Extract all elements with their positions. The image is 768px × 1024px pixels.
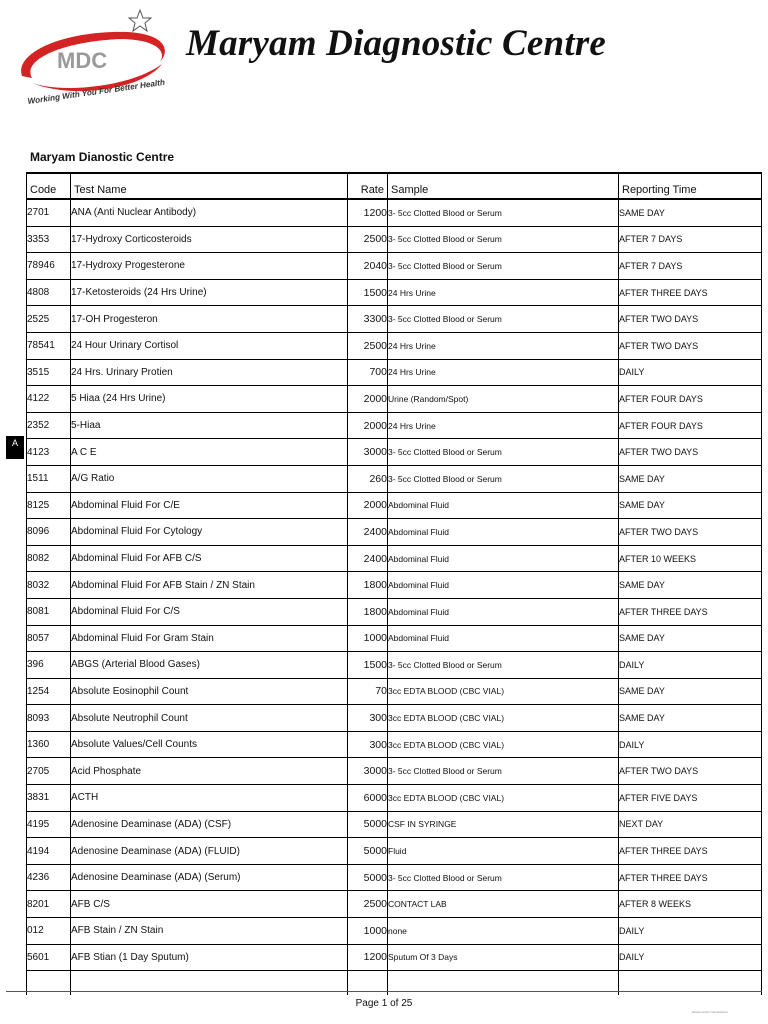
cell-rate: 2500: [348, 332, 388, 359]
cell-rate: 260: [348, 465, 388, 492]
logo-monogram: MDC: [57, 48, 108, 73]
table-row: [27, 864, 762, 891]
cell-sample: 3- 5cc Clotted Blood or Serum: [388, 199, 619, 226]
cell-rate: 1200: [348, 944, 388, 971]
header-rate: Rate: [348, 173, 388, 199]
cell-sample: 3- 5cc Clotted Blood or Serum: [388, 306, 619, 333]
table-row: [27, 545, 762, 572]
cell-test-name: ANA (Anti Nuclear Antibody): [71, 199, 348, 226]
table-row: [27, 652, 762, 679]
cell-reporting-time: AFTER THREE DAYS: [619, 279, 762, 306]
cell-sample: Sputum Of 3 Days: [388, 944, 619, 971]
mdc-logo: [10, 8, 178, 108]
cell-code: 8096: [27, 519, 71, 546]
cell-sample: 3cc EDTA BLOOD (CBC VIAL): [388, 785, 619, 812]
cell-code: 78946: [27, 253, 71, 280]
cell-code: 5601: [27, 944, 71, 971]
cell-reporting-time: SAME DAY: [619, 572, 762, 599]
cell-rate: 700: [348, 359, 388, 386]
cell-test-name: Abdominal Fluid For AFB Stain / ZN Stain: [71, 572, 348, 599]
cell-reporting-time: SAME DAY: [619, 492, 762, 519]
cell-sample: none: [388, 918, 619, 945]
cell-test-name: Adenosine Deaminase (ADA) (CSF): [71, 811, 348, 838]
cell-test-name: AFB Stian (1 Day Sputum): [71, 944, 348, 971]
cell-sample: 3- 5cc Clotted Blood or Serum: [388, 226, 619, 253]
table-row: [27, 253, 762, 280]
cell-test-name: 17-Hydroxy Progesterone: [71, 253, 348, 280]
cell-test-name: ACTH: [71, 785, 348, 812]
table-row: [27, 705, 762, 732]
cell-code: 4808: [27, 279, 71, 306]
cell-rate: 2400: [348, 519, 388, 546]
table-row: [27, 944, 762, 971]
cell-code: 1360: [27, 731, 71, 758]
cell-sample: Abdominal Fluid: [388, 519, 619, 546]
cell-rate: 3300: [348, 306, 388, 333]
cell-rate: 70: [348, 678, 388, 705]
cell-sample: CSF IN SYRINGE: [388, 811, 619, 838]
table-row: [27, 279, 762, 306]
table-row: [27, 199, 762, 226]
cell-reporting-time: DAILY: [619, 918, 762, 945]
table-row: [27, 465, 762, 492]
cell-test-name: ABGS (Arterial Blood Gases): [71, 652, 348, 679]
cell-code: 8082: [27, 545, 71, 572]
cell-code: 3515: [27, 359, 71, 386]
cell-test-name: Adenosine Deaminase (ADA) (Serum): [71, 864, 348, 891]
cell-code: 2525: [27, 306, 71, 333]
cell-sample: 3- 5cc Clotted Blood or Serum: [388, 758, 619, 785]
cell-code: 2705: [27, 758, 71, 785]
table-row: [27, 519, 762, 546]
cell-reporting-time: SAME DAY: [619, 705, 762, 732]
cell-test-name: 17-OH Progesteron: [71, 306, 348, 333]
cell-sample: 3- 5cc Clotted Blood or Serum: [388, 652, 619, 679]
table-row: [27, 226, 762, 253]
cell-rate: 1500: [348, 279, 388, 306]
table-row: [27, 439, 762, 466]
table-row: [27, 891, 762, 918]
scanner-watermark: Scanned with CamScanner: [691, 1010, 728, 1014]
table-row: [27, 332, 762, 359]
cell-rate: 1000: [348, 918, 388, 945]
cell-sample: 3- 5cc Clotted Blood or Serum: [388, 253, 619, 280]
cell-reporting-time: AFTER 10 WEEKS: [619, 545, 762, 572]
header-reporting-time: Reporting Time: [619, 173, 762, 199]
cell-rate: 1500: [348, 652, 388, 679]
table-row: [27, 359, 762, 386]
document-heading: Maryam Dianostic Centre: [30, 150, 175, 164]
table-header-row: [27, 173, 762, 199]
cell-code: 1511: [27, 465, 71, 492]
cell-rate: 5000: [348, 864, 388, 891]
cell-code: 2701: [27, 199, 71, 226]
cell-sample: Urine (Random/Spot): [388, 386, 619, 413]
cell-code: 2352: [27, 412, 71, 439]
cell-test-name: Abdominal Fluid For C/E: [71, 492, 348, 519]
cell-reporting-time: NEXT DAY: [619, 811, 762, 838]
cell-reporting-time: SAME DAY: [619, 678, 762, 705]
cell-test-name: Absolute Neutrophil Count: [71, 705, 348, 732]
brand-title: Maryam Diagnostic Centre: [186, 23, 607, 64]
cell-code: 3353: [27, 226, 71, 253]
cell-test-name: Adenosine Deaminase (ADA) (FLUID): [71, 838, 348, 865]
cell-reporting-time: DAILY: [619, 731, 762, 758]
cell-test-name: 17-Hydroxy Corticosteroids: [71, 226, 348, 253]
cell-reporting-time: AFTER 7 DAYS: [619, 226, 762, 253]
cell-test-name: Abdominal Fluid For Gram Stain: [71, 625, 348, 652]
cell-test-name: AFB C/S: [71, 891, 348, 918]
cell-sample: 3- 5cc Clotted Blood or Serum: [388, 864, 619, 891]
cell-rate: 5000: [348, 838, 388, 865]
header-sample: Sample: [388, 173, 619, 199]
cell-code: 8032: [27, 572, 71, 599]
cell-reporting-time: AFTER FOUR DAYS: [619, 412, 762, 439]
cell-sample: Fluid: [388, 838, 619, 865]
cell-rate: 2500: [348, 891, 388, 918]
logo-tagline: Working With You For Better Health: [27, 77, 166, 106]
cell-reporting-time: SAME DAY: [619, 199, 762, 226]
cell-code: 8201: [27, 891, 71, 918]
test-price-table: [26, 172, 762, 995]
cell-reporting-time: SAME DAY: [619, 465, 762, 492]
table-body: [27, 199, 762, 995]
table-row: [27, 412, 762, 439]
cell-sample: Abdominal Fluid: [388, 625, 619, 652]
cell-test-name: 24 Hrs. Urinary Protien: [71, 359, 348, 386]
cell-test-name: Abdominal Fluid For C/S: [71, 598, 348, 625]
table-row: [27, 811, 762, 838]
cell-test-name: Abdominal Fluid For AFB C/S: [71, 545, 348, 572]
cell-sample: 24 Hrs Urine: [388, 412, 619, 439]
table-row: [27, 678, 762, 705]
cell-code: 8125: [27, 492, 71, 519]
cell-rate: 300: [348, 705, 388, 732]
cell-reporting-time: DAILY: [619, 652, 762, 679]
table-row: [27, 785, 762, 812]
cell-reporting-time: AFTER 7 DAYS: [619, 253, 762, 280]
cell-reporting-time: AFTER 8 WEEKS: [619, 891, 762, 918]
cell-rate: 5000: [348, 811, 388, 838]
cell-code: 4123: [27, 439, 71, 466]
cell-rate: 1800: [348, 598, 388, 625]
cell-sample: Abdominal Fluid: [388, 598, 619, 625]
cell-sample: Abdominal Fluid: [388, 492, 619, 519]
cell-reporting-time: AFTER THREE DAYS: [619, 864, 762, 891]
cell-reporting-time: DAILY: [619, 944, 762, 971]
cell-code: 78541: [27, 332, 71, 359]
cell-code: 4194: [27, 838, 71, 865]
cell-rate: 1200: [348, 199, 388, 226]
cell-code: 396: [27, 652, 71, 679]
cell-test-name: 5 Hiaa (24 Hrs Urine): [71, 386, 348, 413]
cell-rate: 2000: [348, 492, 388, 519]
cell-test-name: AFB Stain / ZN Stain: [71, 918, 348, 945]
cell-rate: 2400: [348, 545, 388, 572]
table-row: [27, 758, 762, 785]
cell-rate: 3000: [348, 758, 388, 785]
cell-reporting-time: AFTER TWO DAYS: [619, 439, 762, 466]
cell-code: 4122: [27, 386, 71, 413]
table-row: [27, 492, 762, 519]
cell-sample: 24 Hrs Urine: [388, 332, 619, 359]
cell-reporting-time: AFTER TWO DAYS: [619, 332, 762, 359]
table-row: [27, 306, 762, 333]
section-marker: A: [6, 436, 24, 459]
cell-reporting-time: AFTER THREE DAYS: [619, 838, 762, 865]
cell-reporting-time: AFTER FOUR DAYS: [619, 386, 762, 413]
table-row: [27, 386, 762, 413]
star-icon: [129, 10, 151, 31]
cell-sample: 3cc EDTA BLOOD (CBC VIAL): [388, 705, 619, 732]
page-number: Page 1 of 25: [355, 998, 413, 1009]
cell-rate: 3000: [348, 439, 388, 466]
cell-code: 4236: [27, 864, 71, 891]
cell-reporting-time: AFTER THREE DAYS: [619, 598, 762, 625]
cell-code: 012: [27, 918, 71, 945]
cell-reporting-time: AFTER TWO DAYS: [619, 306, 762, 333]
cell-sample: Abdominal Fluid: [388, 545, 619, 572]
header-code: Code: [27, 173, 71, 199]
table-row: [27, 838, 762, 865]
footer-divider: [6, 991, 762, 992]
cell-test-name: 17-Ketosteroids (24 Hrs Urine): [71, 279, 348, 306]
cell-test-name: Absolute Values/Cell Counts: [71, 731, 348, 758]
cell-code: 3831: [27, 785, 71, 812]
cell-sample: 3- 5cc Clotted Blood or Serum: [388, 465, 619, 492]
cell-code: 1254: [27, 678, 71, 705]
table-row: [27, 598, 762, 625]
cell-sample: 3cc EDTA BLOOD (CBC VIAL): [388, 731, 619, 758]
cell-rate: 6000: [348, 785, 388, 812]
cell-sample: Abdominal Fluid: [388, 572, 619, 599]
cell-rate: 2040: [348, 253, 388, 280]
cell-test-name: 5-Hiaa: [71, 412, 348, 439]
cell-test-name: Absolute Eosinophil Count: [71, 678, 348, 705]
cell-rate: 2500: [348, 226, 388, 253]
table-row: [27, 625, 762, 652]
cell-reporting-time: AFTER TWO DAYS: [619, 519, 762, 546]
cell-sample: 24 Hrs Urine: [388, 359, 619, 386]
cell-reporting-time: DAILY: [619, 359, 762, 386]
cell-test-name: Acid Phosphate: [71, 758, 348, 785]
cell-rate: 2000: [348, 412, 388, 439]
cell-sample: 3- 5cc Clotted Blood or Serum: [388, 439, 619, 466]
cell-code: 8081: [27, 598, 71, 625]
cell-rate: 2000: [348, 386, 388, 413]
cell-reporting-time: AFTER TWO DAYS: [619, 758, 762, 785]
cell-sample: 3cc EDTA BLOOD (CBC VIAL): [388, 678, 619, 705]
cell-sample: 24 Hrs Urine: [388, 279, 619, 306]
cell-rate: 300: [348, 731, 388, 758]
cell-test-name: Abdominal Fluid For Cytology: [71, 519, 348, 546]
header-test-name: Test Name: [71, 173, 348, 199]
table-row: [27, 572, 762, 599]
cell-code: 4195: [27, 811, 71, 838]
table-row: [27, 731, 762, 758]
cell-test-name: A/G Ratio: [71, 465, 348, 492]
cell-reporting-time: AFTER FIVE DAYS: [619, 785, 762, 812]
table-row: [27, 918, 762, 945]
cell-rate: 1000: [348, 625, 388, 652]
cell-sample: CONTACT LAB: [388, 891, 619, 918]
cell-rate: 1800: [348, 572, 388, 599]
cell-test-name: 24 Hour Urinary Cortisol: [71, 332, 348, 359]
cell-test-name: A C E: [71, 439, 348, 466]
cell-code: 8057: [27, 625, 71, 652]
cell-code: 8093: [27, 705, 71, 732]
cell-reporting-time: SAME DAY: [619, 625, 762, 652]
